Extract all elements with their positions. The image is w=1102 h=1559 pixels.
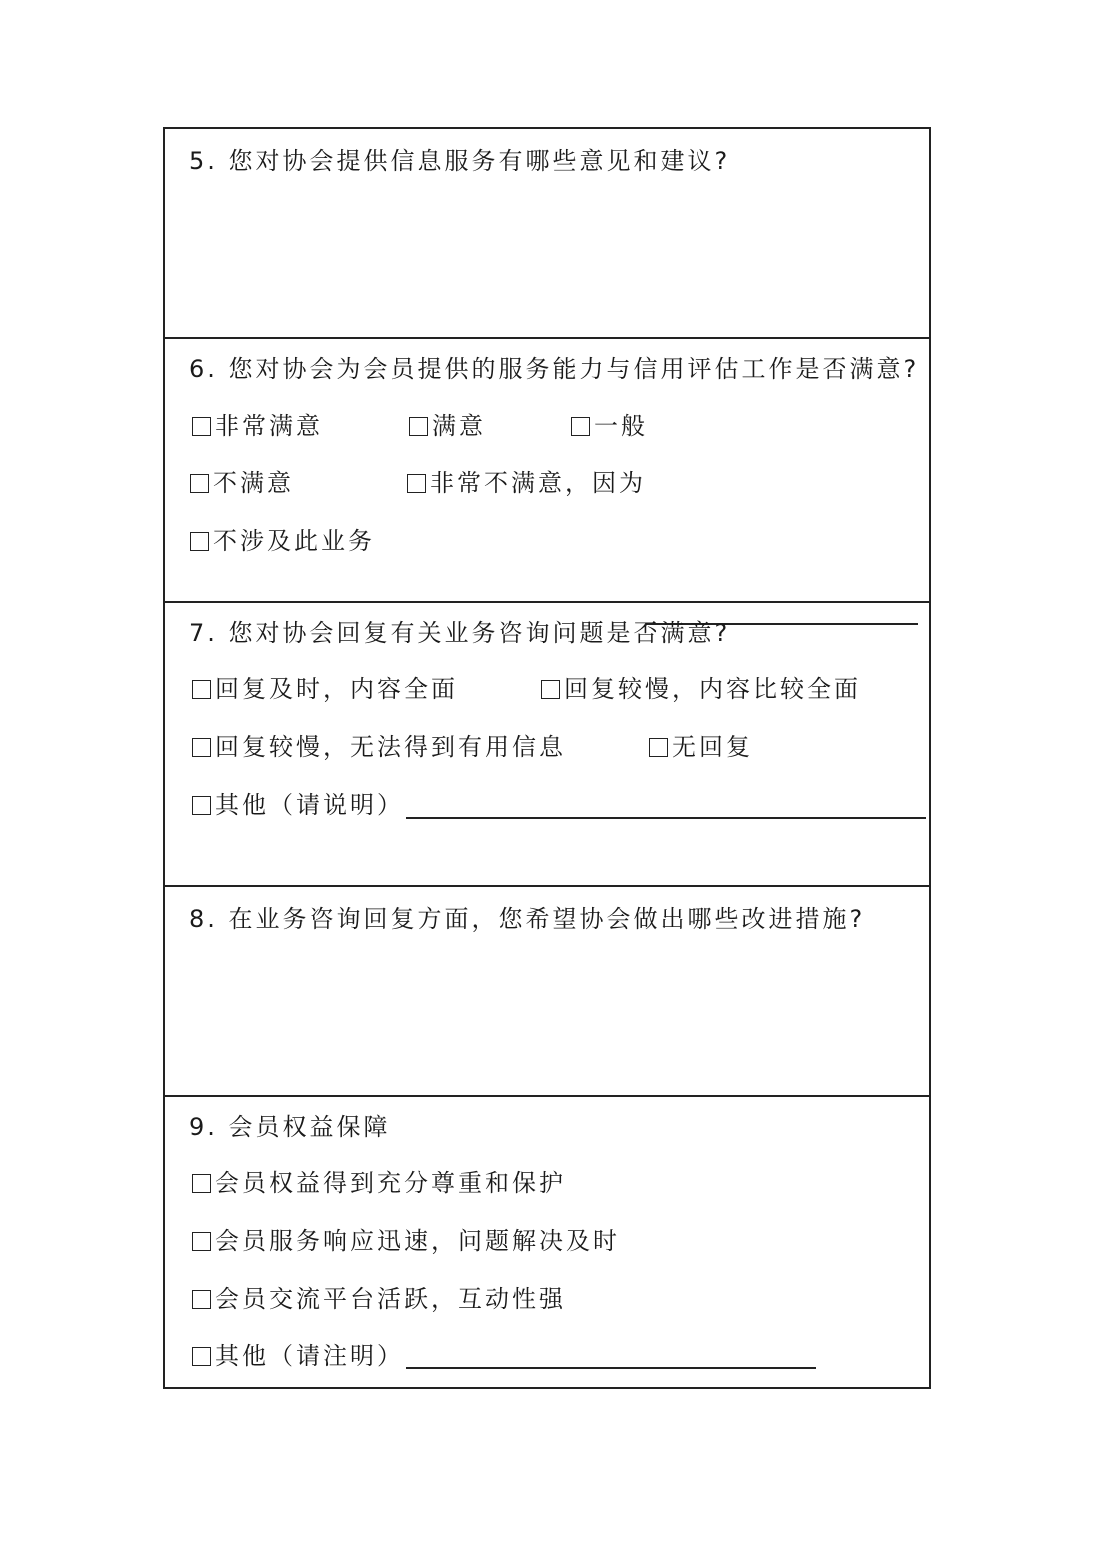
q9-option-other[interactable]	[192, 1344, 404, 1368]
question-6-title: 6. 您对协会为会员提供的服务能力与信用评估工作是否满意?	[189, 355, 920, 383]
question-7-title: 7. 您对协会回复有关业务咨询问题是否满意?	[189, 619, 731, 647]
question-6-section	[165, 339, 929, 603]
option-label: 非常不满意，因为	[430, 469, 646, 497]
option-label: 一般	[594, 412, 648, 440]
checkbox[interactable]	[541, 680, 560, 699]
checkbox[interactable]	[190, 474, 209, 493]
checkbox[interactable]	[407, 474, 426, 493]
option-label: 回复较慢，无法得到有用信息	[215, 733, 566, 761]
checkbox[interactable]	[192, 1347, 211, 1366]
checkbox[interactable]	[192, 417, 211, 436]
q6-option-unsatisfied[interactable]	[190, 471, 294, 495]
q9-other-fill-line[interactable]	[406, 1367, 816, 1369]
checkbox[interactable]	[192, 1290, 211, 1309]
option-label: 会员服务响应迅速，问题解决及时	[215, 1227, 620, 1255]
q9-option-rights-respected[interactable]	[192, 1171, 566, 1195]
q7-option-no-reply[interactable]	[649, 735, 753, 759]
question-7-section	[165, 603, 929, 887]
question-5-section	[165, 129, 929, 339]
q7-option-slow-useless[interactable]	[192, 735, 566, 759]
question-9-title: 9. 会员权益保障	[189, 1113, 391, 1141]
checkbox[interactable]	[409, 417, 428, 436]
option-label: 回复及时，内容全面	[215, 675, 458, 703]
option-label: 非常满意	[215, 412, 323, 440]
q6-option-very-satisfied[interactable]	[192, 414, 323, 438]
q9-option-active-platform[interactable]	[192, 1287, 566, 1311]
q7-option-slow-complete[interactable]	[541, 677, 861, 701]
q7-option-other[interactable]	[192, 793, 404, 817]
checkbox[interactable]	[192, 680, 211, 699]
q6-option-not-applicable[interactable]	[190, 529, 375, 553]
checkbox[interactable]	[192, 796, 211, 815]
q7-other-fill-line[interactable]	[406, 817, 926, 819]
q6-option-satisfied[interactable]	[409, 414, 486, 438]
question-5-title: 5. 您对协会提供信息服务有哪些意见和建议?	[189, 147, 731, 175]
option-label: 满意	[432, 412, 486, 440]
q6-option-average[interactable]	[571, 414, 648, 438]
checkbox[interactable]	[192, 738, 211, 757]
option-label: 会员权益得到充分尊重和保护	[215, 1169, 566, 1197]
question-9-section	[165, 1097, 929, 1387]
option-label: 其他（请说明）	[215, 791, 404, 819]
option-label: 其他（请注明）	[215, 1342, 404, 1370]
q6-option-very-unsatisfied[interactable]	[407, 471, 646, 495]
option-label: 不满意	[213, 469, 294, 497]
option-label: 会员交流平台活跃，互动性强	[215, 1285, 566, 1313]
checkbox[interactable]	[571, 417, 590, 436]
option-label: 无回复	[672, 733, 753, 761]
checkbox[interactable]	[192, 1232, 211, 1251]
checkbox[interactable]	[190, 532, 209, 551]
option-label: 不涉及此业务	[213, 527, 375, 555]
checkbox[interactable]	[649, 738, 668, 757]
q9-option-fast-response[interactable]	[192, 1229, 620, 1253]
option-label: 回复较慢，内容比较全面	[564, 675, 861, 703]
question-8-title: 8. 在业务咨询回复方面，您希望协会做出哪些改进措施?	[189, 905, 866, 933]
checkbox[interactable]	[192, 1174, 211, 1193]
survey-table	[163, 127, 931, 1389]
q7-option-timely-complete[interactable]	[192, 677, 458, 701]
question-8-section	[165, 887, 929, 1097]
